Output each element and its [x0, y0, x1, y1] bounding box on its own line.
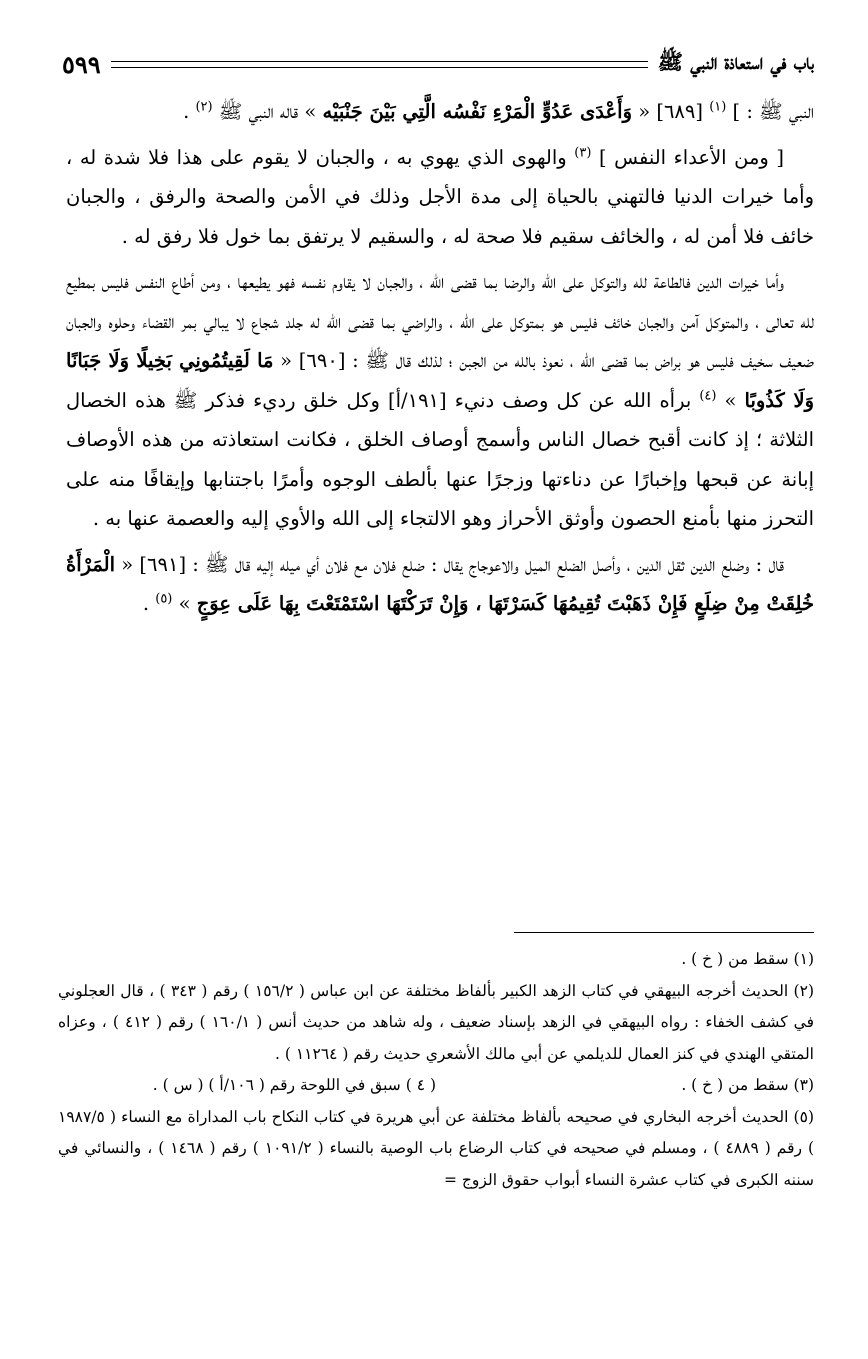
hadith-text: وَأَعْدَى عَدُوٍّ الْمَرْءِ نَفْسُه الَّتِي بَيْنَ جَنْبَيْه: [322, 100, 633, 123]
text-segment: »: [172, 592, 197, 615]
paragraph-4: [66, 545, 814, 624]
footnote-1: (١) سقط من ( خ ) .: [681, 950, 814, 968]
text-segment: [ ومن الأعداء النفس ]: [591, 145, 784, 169]
hadith-text: مَا لَقِيتُمُونِي بَخِيلًا وَلَا جَبَانًا وَلَا كَذُوبًا: [66, 349, 815, 412]
chapter-title: باب في استعاذة النبي ﷺ: [657, 48, 814, 74]
text-segment: برأه الله عن كل وصف دنيء [١٩١/أ] وكل خلق رديء فذكر ﷺ هذه الخصال الثلاثة ؛ إذ كانت أقبح خصال الناس وأسمج أوصاف الخلق ، فكانت استعاذته من هذه الأوصاف إبانة عن قبحها وإخبارًا عن دناءتها وزجرًا عنها بألطف الوجوه وأمرًا باجتنابها وإيقافًا منه على التحرز منها بأمنع الحصون وأوثق الأحراز وهو الالتجاء إلى الله والأوي إليه والعصمة عنها به .: [66, 388, 814, 530]
footnote-ref-3: (٣): [574, 145, 592, 160]
footnote-ref-1: (١): [709, 99, 727, 115]
text-segment: النبي ﷺ : ]: [726, 100, 814, 123]
hadith-text: الْمَرْأَةُ خُلِقَتْ مِنْ ضِلَعٍ فَإِنْ ذَهَبْتَ تُقِيمُهَا كَسَرْتَهَا ، وَإِنْ تَرَكْتَهَا اسْتَمْتَعْتَ بِهَا عَلَى عِوَجٍ: [66, 552, 814, 615]
text-segment: .: [183, 100, 196, 123]
paragraph-2: [66, 138, 814, 257]
text-segment: [٦٨٩] «: [632, 100, 710, 123]
header-rule: [111, 61, 648, 68]
footnote-ref-2: (٢): [195, 99, 213, 115]
paragraph-1: [66, 92, 814, 132]
footnotes: [58, 944, 814, 1196]
text-segment: » قاله النبي ﷺ: [212, 100, 323, 123]
page-header: [62, 44, 814, 84]
text-segment: قال : وضلع الدين ثقل الدين ، وأصل الضلع الميل والاعوجاج يقال : ضلع فلان مع فلان أي ميله إليه قال ﷺ : [٦٩١] «: [115, 552, 784, 576]
footnote-row: [58, 1070, 814, 1102]
text-segment: والهوى الذي يهوي به ، والجبان لا يقوم على هذا فلا شدة له ، وأما خيرات الدنيا فالتهني بالحياة إلى مدة الأجل وذلك في الأمن والصحة والرفق ، والجبان خائف فلا أمن له ، والخائف سقيم فلا صحة له ، والسقيم لا يرتفق بما خول فلا رفق له .: [66, 145, 814, 248]
footnote-5: (٥) الحديث أخرجه البخاري في صحيحه بألفاظ مختلفة عن أبي هريرة في كتاب النكاح باب المداراة مع النساء ( ١٩٨٧/٥ ) رقم ( ٤٨٨٩ ) ، ومسلم في صحيحه في كتاب الرضاع باب الوصية بالنساء ( ١٠٩١/٢ ) رقم ( ١٤٦٨ ) ، والنسائي في سننه الكبرى في كتاب عشرة النساء أبواب حقوق الزوج =: [58, 1107, 815, 1189]
footnote-separator: [514, 932, 814, 933]
text-segment: وأما خيرات الدين فالطاعة لله والتوكل على الله والرضا بما قضى الله ، والجبان لا يقاوم نفسه فهو يطيعها ، ومن أطاع النفس فليس بمطيع لله تعالى ، والمتوكل آمن والجبان خائف فليس هو بمتوكل على الله ، والراضي بما قضى الله له جلد شجاع لا يبالي بمر القضاء وحلوه والجبان ضعيف سخيف فليس هو براض بما قضى الله ، نعوذ بالله من الجبن ؛ لذلك قال ﷺ : [٦٩٠] «: [66, 270, 814, 372]
footnote-4: ( ٤ ) سبق في اللوحة رقم ( ١٠٦/أ ) ( س ) .: [152, 1076, 436, 1094]
text-segment: »: [716, 388, 745, 412]
footnote-2: (٢) الحديث أخرجه البيهقي في كتاب الزهد الكبير بألفاظ مختلفة عن ابن عباس ( ١٥٦/٢ ) رقم ( ٣٤٣ ) ، قال العجلوني في كشف الخفاء : رواه البيهقي في الزهد بإسناد ضعيف ، وله شاهد من حديث أنس ( ١٦٠/١ ) رقم ( ٤١٢ ) ، وعزاه المتقي الهندي في كنز العمال للديلمي عن أبي مالك الأشعري حديث رقم ( ١١٢٦٤ ) .: [58, 981, 814, 1063]
footnote-3: (٣) سقط من ( خ ) .: [681, 1076, 814, 1094]
footnote-ref-4: (٤): [699, 388, 717, 403]
text-segment: .: [142, 592, 156, 615]
main-text: [66, 92, 814, 624]
page-number: ٥٩٩: [62, 49, 101, 79]
footnote-ref-5: (٥): [155, 591, 173, 607]
paragraph-3: [66, 262, 814, 539]
